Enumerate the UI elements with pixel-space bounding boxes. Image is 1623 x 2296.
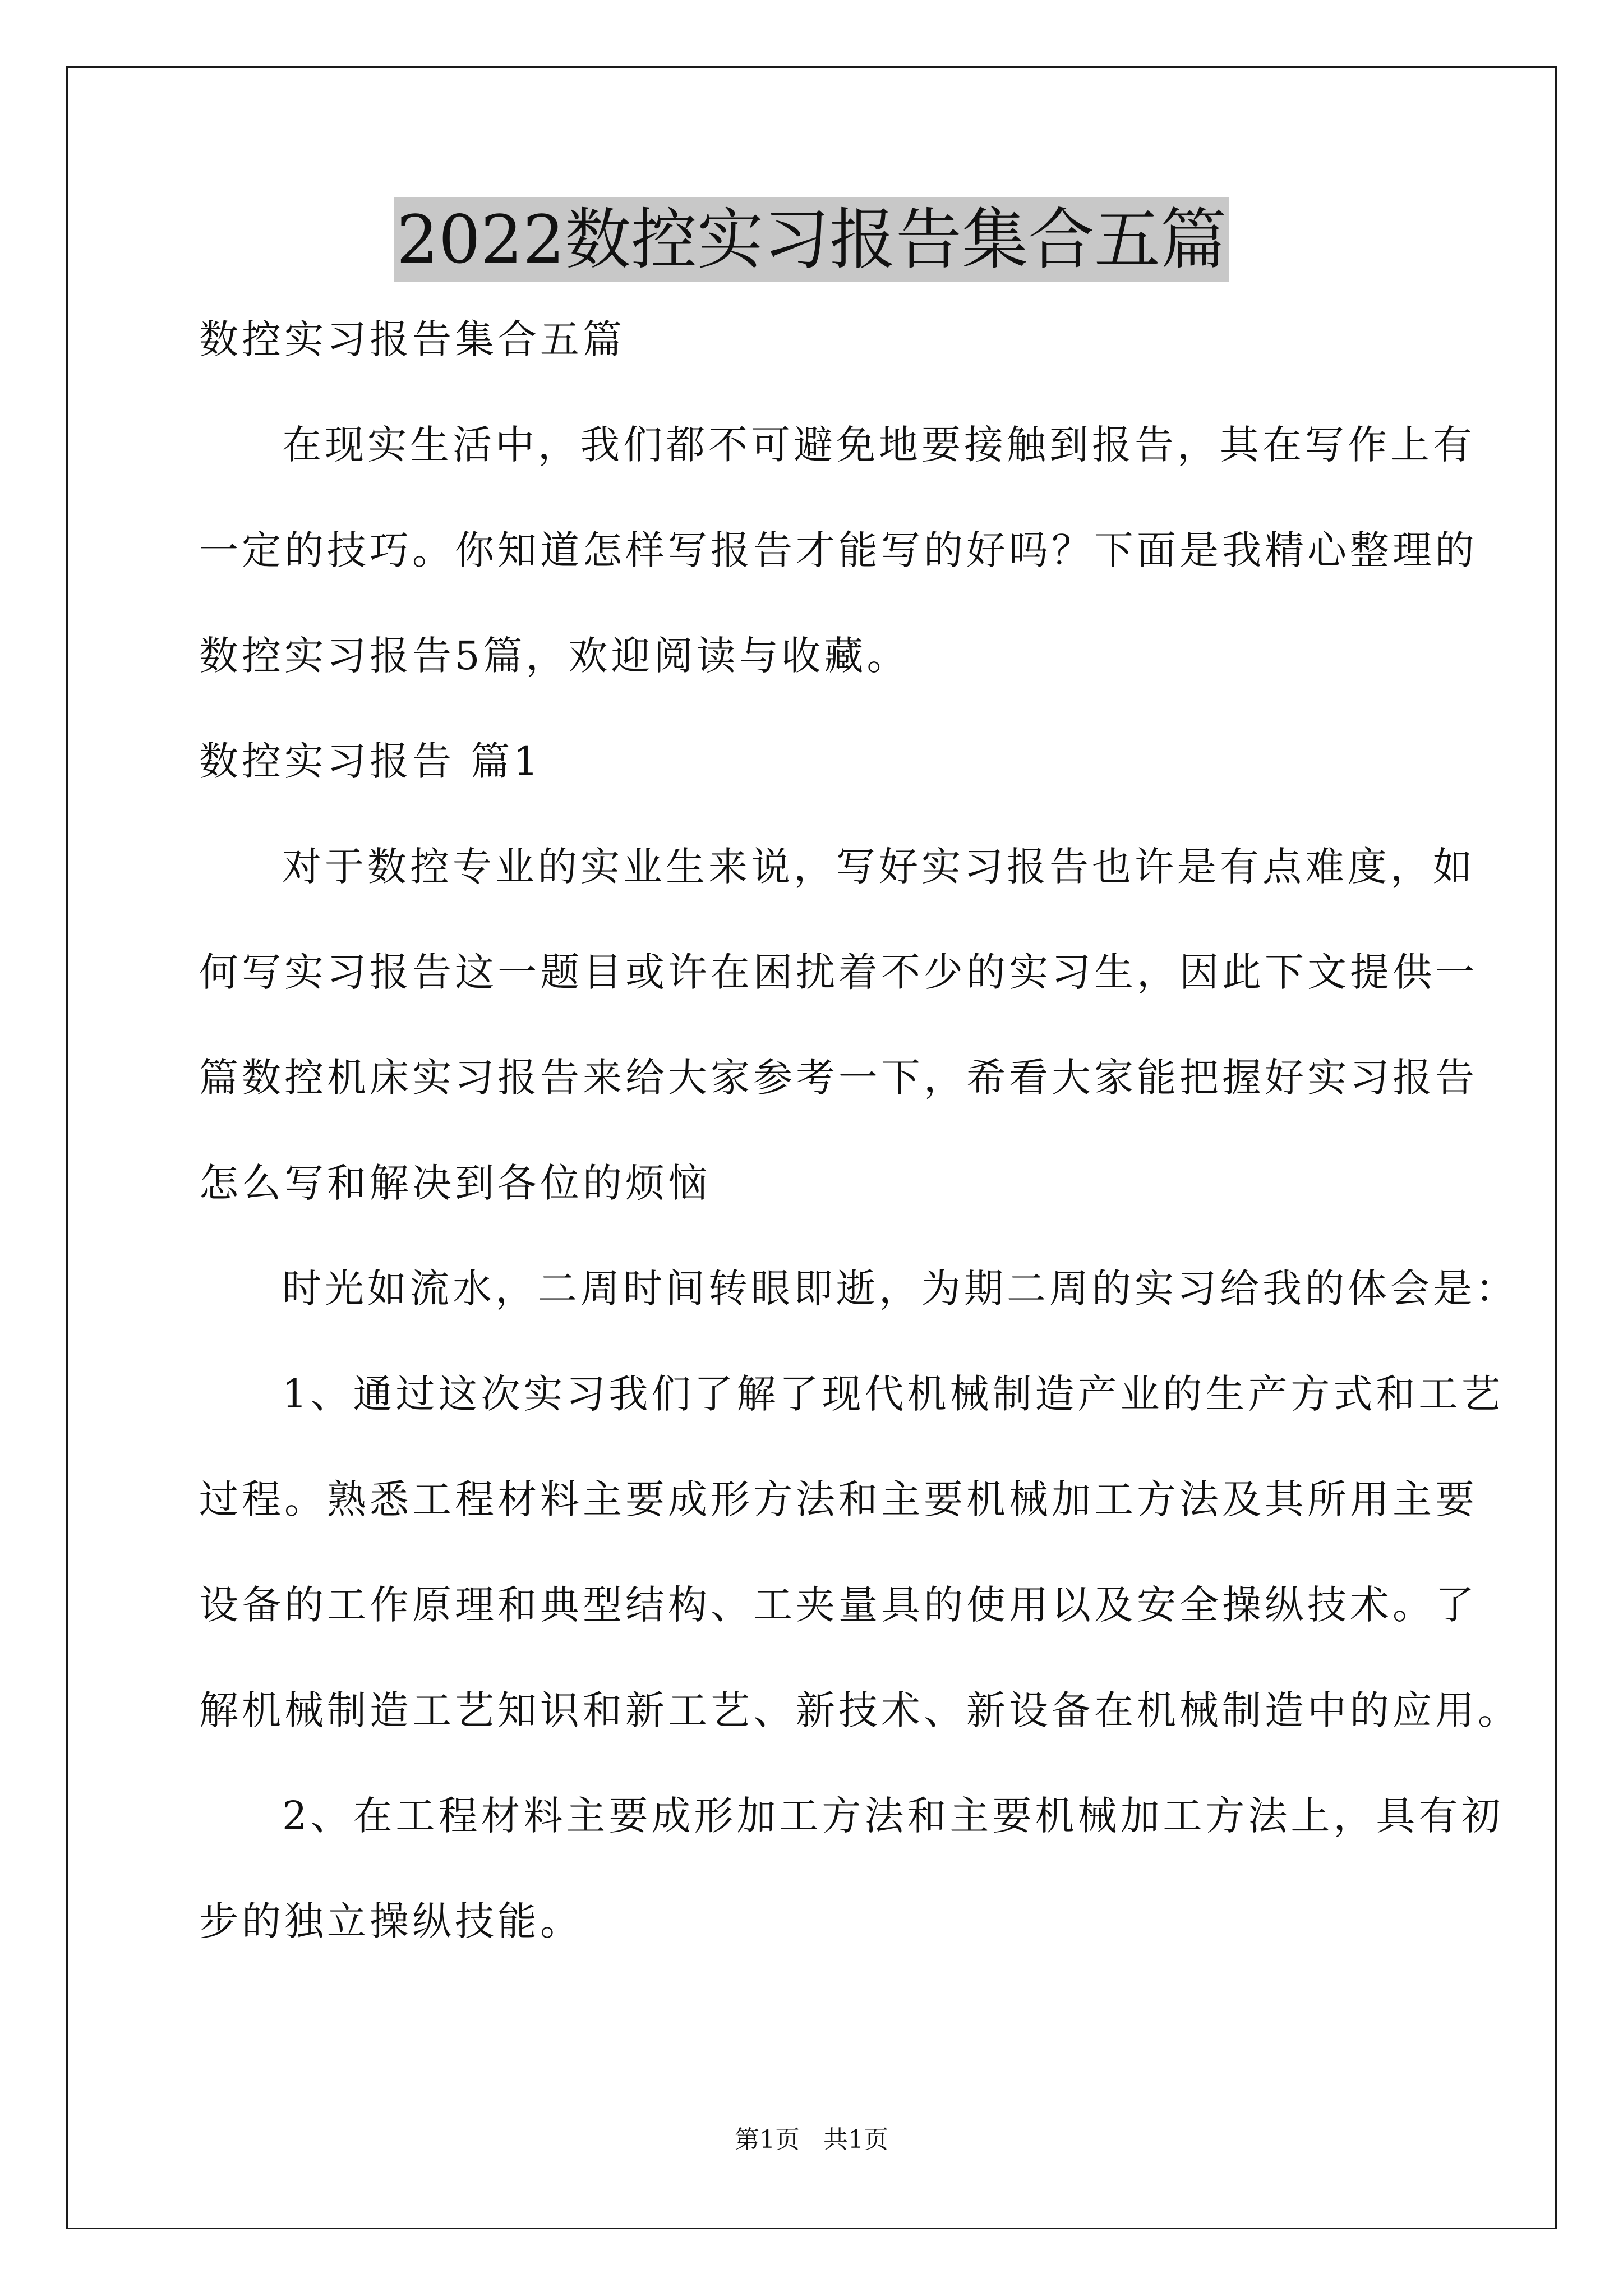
title-container bbox=[0, 197, 1623, 282]
body-line: 步的独立操纵技能。 bbox=[199, 1898, 583, 1944]
section-heading: 数控实习报告 篇1 bbox=[199, 738, 542, 784]
document-title: 2022数控实习报告集合五篇 bbox=[394, 197, 1229, 282]
body-line: 在现实生活中，我们都不可避免地要接触到报告，其在写作上有 bbox=[282, 422, 1476, 468]
document-body bbox=[199, 311, 1520, 1999]
page-footer: 第1页 共1页 bbox=[735, 2125, 888, 2154]
body-line: 设备的工作原理和典型结构、工夹量具的使用以及安全操纵技术。了 bbox=[199, 1582, 1478, 1628]
body-line: 一定的技巧。你知道怎样写报告才能写的好吗？下面是我精心整理的 bbox=[199, 527, 1478, 573]
body-line: 解机械制造工艺知识和新工艺、新技术、新设备在机械制造中的应用。 bbox=[199, 1687, 1520, 1733]
body-line: 时光如流水，二周时间转眼即逝，为期二周的实习给我的体会是： bbox=[282, 1266, 1518, 1312]
body-line: 数控实习报告5篇，欢迎阅读与收藏。 bbox=[199, 633, 910, 679]
body-line: 过程。熟悉工程材料主要成形方法和主要机械加工方法及其所用主要 bbox=[199, 1476, 1478, 1522]
body-line: 2、在工程材料主要成形加工方法和主要机械加工方法上，具有初 bbox=[282, 1793, 1504, 1839]
body-line: 篇数控机床实习报告来给大家参考一下，希看大家能把握好实习报告 bbox=[199, 1055, 1478, 1101]
body-line: 1、通过这次实习我们了解了现代机械制造产业的生产方式和工艺 bbox=[282, 1371, 1504, 1417]
body-line: 何写实习报告这一题目或许在困扰着不少的实习生，因此下文提供一 bbox=[199, 949, 1478, 995]
body-line: 怎么写和解决到各位的烦恼 bbox=[199, 1160, 711, 1206]
body-line-heading: 数控实习报告集合五篇 bbox=[199, 316, 625, 362]
body-line: 对于数控专业的实业生来说，写好实习报告也许是有点难度，如 bbox=[282, 844, 1476, 890]
